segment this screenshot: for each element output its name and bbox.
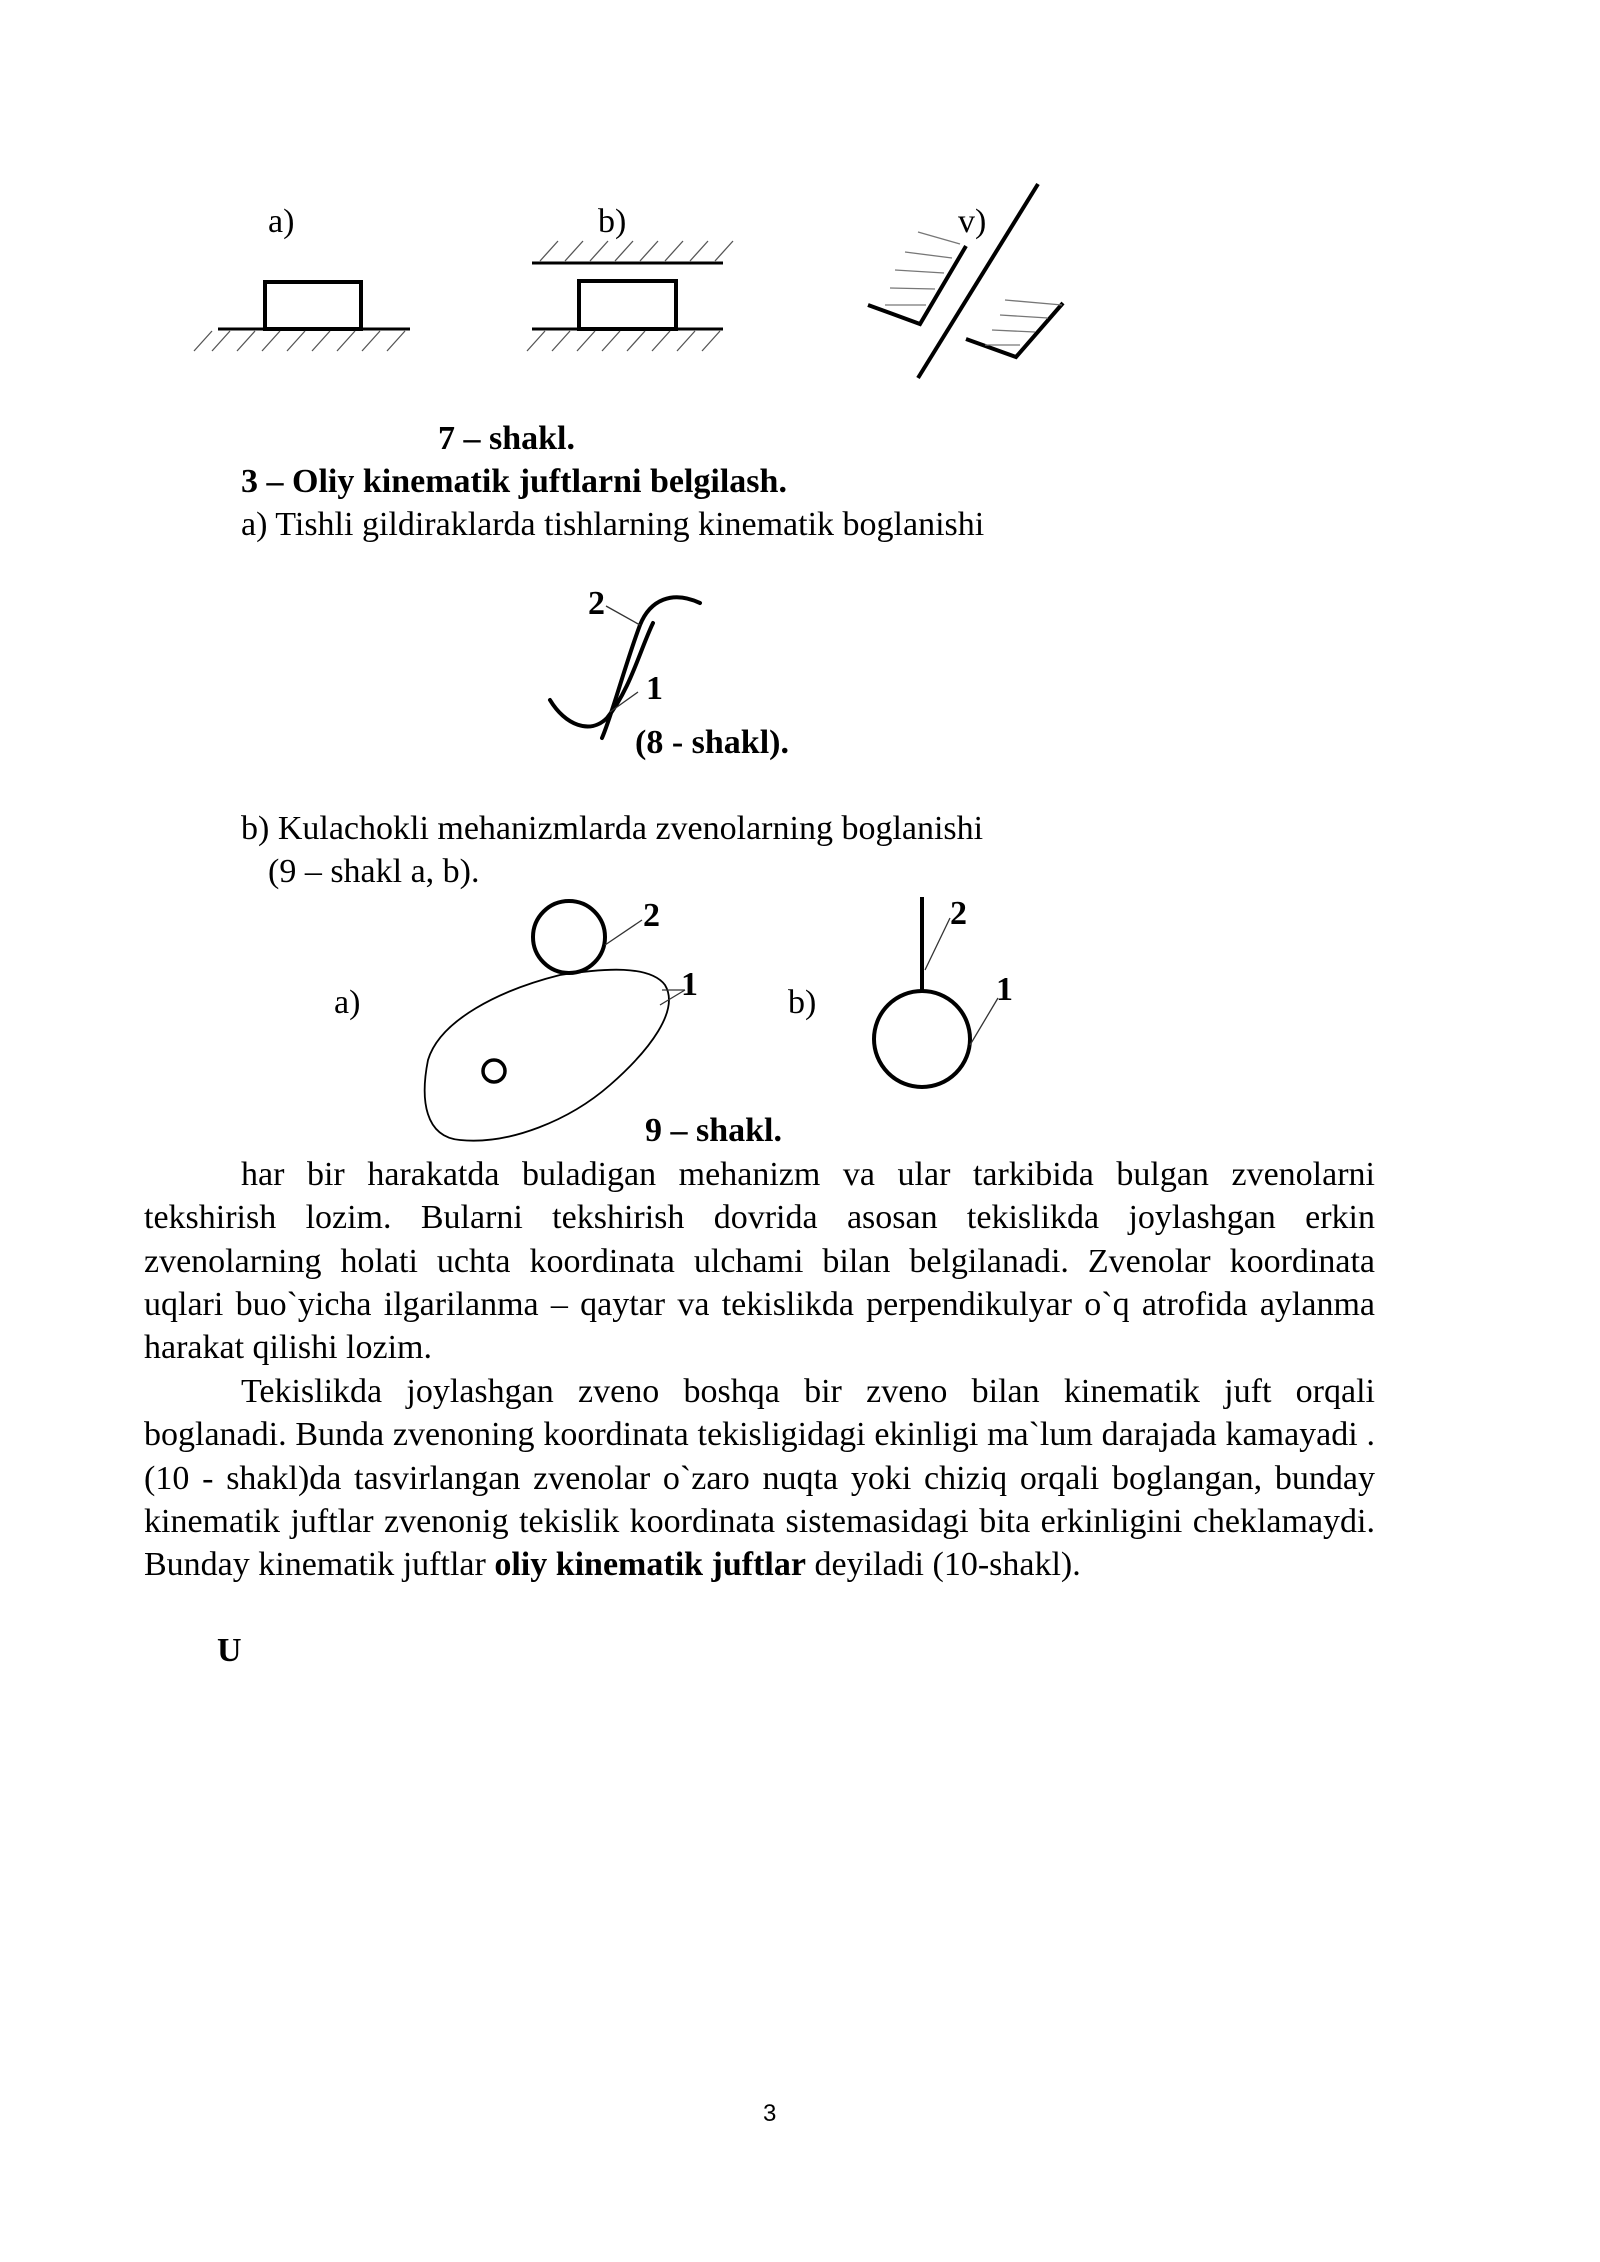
item-b-line1: b) Kulachokli mehanizmlarda zvenolarning boglanishi — [241, 810, 984, 847]
figure9-label-b: b) — [788, 984, 817, 1021]
figure7-label-v: v) — [958, 203, 987, 240]
figure7-label-a: a) — [268, 203, 295, 240]
trailing-letter: U — [217, 1632, 242, 1669]
figure9b-number-1: 1 — [996, 971, 1013, 1008]
figure7-label-b: b) — [598, 203, 627, 240]
body-paragraph-1-text: har bir harakatda buladigan mehanizm va ular tarkibida bulgan zvenolarni tekshirish lozim. Bularni tekshirish dovrida asosan tekislikda joylashgan erkin zvenolarning holati uchta koordinata ulchami bilan belgilanadi. Zvenolar koordinata uqlari buo`yicha ilgarilanma – qaytar va tekislikda perpendikulyar o`q atrofida aylanma harakat qilishi lozim. — [144, 1156, 1375, 1367]
body-paragraph-2 — [144, 1370, 1375, 1586]
body-paragraph-2-text: Tekislikda joylashgan zveno boshqa bir zveno bilan kinematik juft orqali boglanadi. Bunda zvenoning koordinata tekisligidagi ekinligi ma`lum darajada kamayadi . (10 - shakl)da tasvirlangan zvenolar o`zaro nuqta yoki chiziq orqali boglangan, bunday kinematik juftlar zvenonig tekislik koordinata sistemasidagi bita erkinligini cheklamaydi. Bunday kinematik juftlar — [144, 1373, 1375, 1584]
item-b-line2: (9 – shakl a, b). — [268, 853, 480, 890]
body-paragraph-2-end: deyiladi (10-shakl). — [805, 1546, 1081, 1584]
figure9a-cam-pivot — [483, 1060, 505, 1082]
figure8-number-1: 1 — [646, 670, 663, 707]
item-a-text: a) Tishli gildiraklarda tishlarning kinematik boglanishi — [241, 506, 985, 543]
figure8-caption: (8 - shakl). — [635, 724, 789, 761]
page-number: 3 — [763, 2100, 777, 2127]
figure9a-number-1: 1 — [681, 966, 698, 1003]
figure9-caption: 9 – shakl. — [645, 1112, 782, 1149]
figure7-caption: 7 – shakl. — [438, 420, 575, 457]
figure9b-cam — [874, 991, 970, 1087]
figure9a-cam — [425, 970, 669, 1141]
section-heading: 3 – Oliy kinematik juftlarni belgilash. — [241, 463, 787, 500]
figure9b-number-2: 2 — [950, 895, 967, 932]
figure9-label-a: a) — [334, 984, 361, 1021]
figure9a-roller — [533, 901, 605, 973]
figure8-number-2: 2 — [588, 585, 605, 622]
body-paragraph-1 — [144, 1153, 1375, 1369]
figure9a-number-2: 2 — [643, 897, 660, 934]
body-paragraph-2-bold-term: oliy kinematik juftlar — [494, 1546, 806, 1584]
